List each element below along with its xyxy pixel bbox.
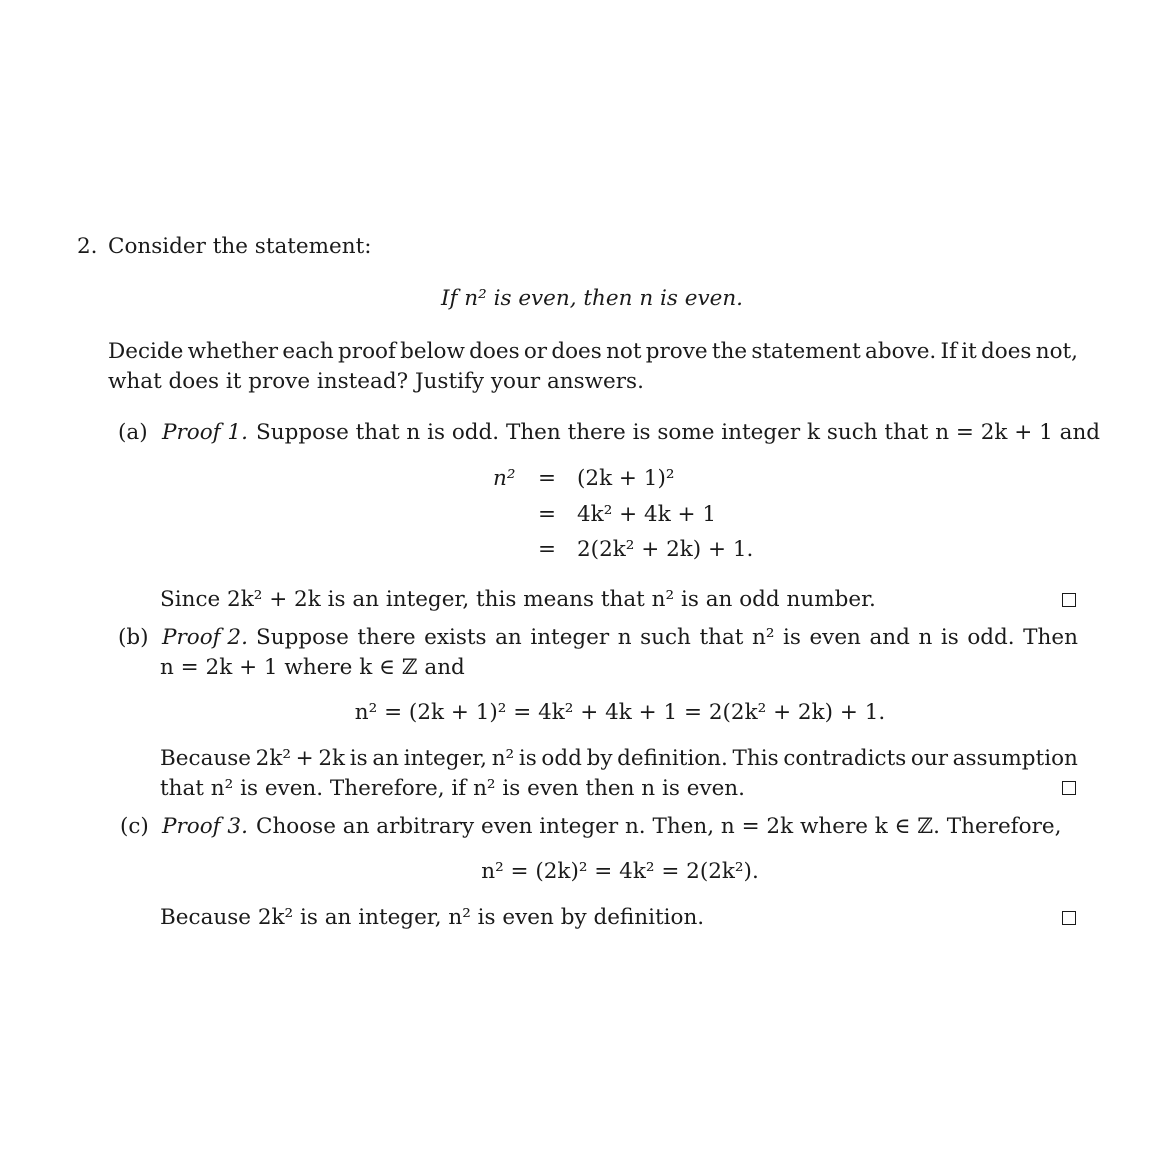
part-b-label: (b) <box>118 625 149 650</box>
part-b-text-line-2: n = 2k + 1 where k ∈ ℤ and <box>160 655 465 680</box>
part-a-eq-row-1: (2k + 1)² <box>577 466 675 491</box>
part-a-proof-title: Proof 1. <box>162 420 248 445</box>
part-c-equation: n² = (2k)² = 4k² = 2(2k²). <box>481 859 759 884</box>
part-b-conclusion-line-1: Because 2k² + 2k is an integer, n² is odd by definition. This contradicts our assumption <box>160 746 1078 771</box>
part-c-proof-title: Proof 3. <box>162 814 248 839</box>
part-a-conclusion: Since 2k² + 2k is an integer, this means that n² is an odd number. <box>160 587 876 612</box>
problem-intro: Consider the statement: <box>108 234 372 259</box>
part-a-eq-sign-3: = <box>538 537 557 562</box>
part-a-eq-sign-1: = <box>538 466 557 491</box>
part-a-label: (a) <box>118 420 148 445</box>
instructions-line-1: Decide whether each proof below does or does not prove the statement above. If it does not, <box>108 339 1078 364</box>
part-a-eq-row-2: 4k² + 4k + 1 <box>577 502 717 527</box>
statement: If n² is even, then n is even. <box>440 286 744 311</box>
qed-box-icon <box>1062 911 1076 925</box>
part-c-conclusion: Because 2k² is an integer, n² is even by definition. <box>160 905 705 930</box>
qed-box-icon <box>1062 781 1076 795</box>
part-b-conclusion-line-2: that n² is even. Therefore, if n² is even then n is even. <box>160 776 745 801</box>
part-c-label: (c) <box>120 814 149 839</box>
instructions-line-2: what does it prove instead? Justify your answers. <box>108 369 644 394</box>
part-a-eq-sign-2: = <box>538 502 557 527</box>
part-c-text: Choose an arbitrary even integer n. Then, n = 2k where k ∈ ℤ. Therefore, <box>256 814 1062 839</box>
part-b-proof-title: Proof 2. <box>162 625 248 650</box>
part-a-eq-lhs: n² <box>493 466 516 491</box>
part-a-text: Suppose that n is odd. Then there is some integer k such that n = 2k + 1 and <box>256 420 1101 445</box>
problem-number: 2. <box>77 234 98 259</box>
part-b-text-line-1: Suppose there exists an integer n such that n² is even and n is odd. Then <box>256 625 1078 650</box>
part-a-eq-row-3: 2(2k² + 2k) + 1. <box>577 537 754 562</box>
qed-box-icon <box>1062 593 1076 607</box>
part-b-equation: n² = (2k + 1)² = 4k² + 4k + 1 = 2(2k² + 2k) + 1. <box>354 700 886 725</box>
